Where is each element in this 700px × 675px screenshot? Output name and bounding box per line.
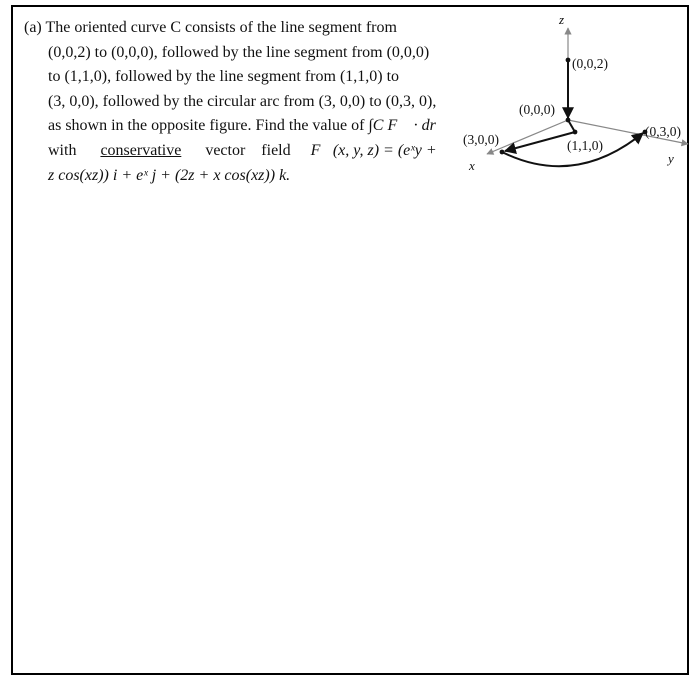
point-110-dot [573, 130, 578, 135]
problem-line-5: as shown in the opposite figure. Find the value of [48, 117, 365, 135]
point-300-label: (3,0,0) [463, 132, 499, 147]
point-000-dot [566, 118, 571, 123]
curve-figure [455, 8, 695, 178]
problem-text [24, 16, 450, 188]
y-axis-label: y [668, 151, 674, 166]
point-030-label: (0,3,0) [645, 124, 681, 139]
problem-line-1: The oriented curve C consists of the line segment from [45, 19, 397, 36]
x-axis-label: x [469, 158, 475, 173]
field-definition-part-2: z cos(xz)) i + eˣ j + (2z + x cos(xz)) k. [48, 166, 291, 184]
point-000-label: (0,0,0) [519, 102, 555, 117]
problem-line-2: (0,0,2) to (0,0,0), followed by the line segment from (0,0,0) [48, 43, 430, 61]
vector-field-words: vector field [205, 141, 291, 159]
point-110-label: (1,1,0) [567, 138, 603, 153]
field-definition-part-1: F⃗(x, y, z) = (eˣy + [310, 141, 437, 159]
point-002-label: (0,0,2) [572, 56, 608, 71]
problem-line-4: (3, 0,0), followed by the circular arc from (3, 0,0) to (0,3, 0), [48, 92, 437, 110]
conservative-word: conservative [100, 141, 182, 159]
problem-label: (a) [24, 19, 42, 36]
point-300-dot [500, 150, 505, 155]
problem-line-3: to (1,1,0), followed by the line segment from (1,1,0) to [48, 68, 400, 86]
line-integral-expression: ∫C F⃗ · dr⃗ [368, 117, 449, 135]
point-002-dot [566, 58, 571, 63]
z-axis-label: z [559, 12, 565, 27]
with-word: with [48, 141, 77, 159]
